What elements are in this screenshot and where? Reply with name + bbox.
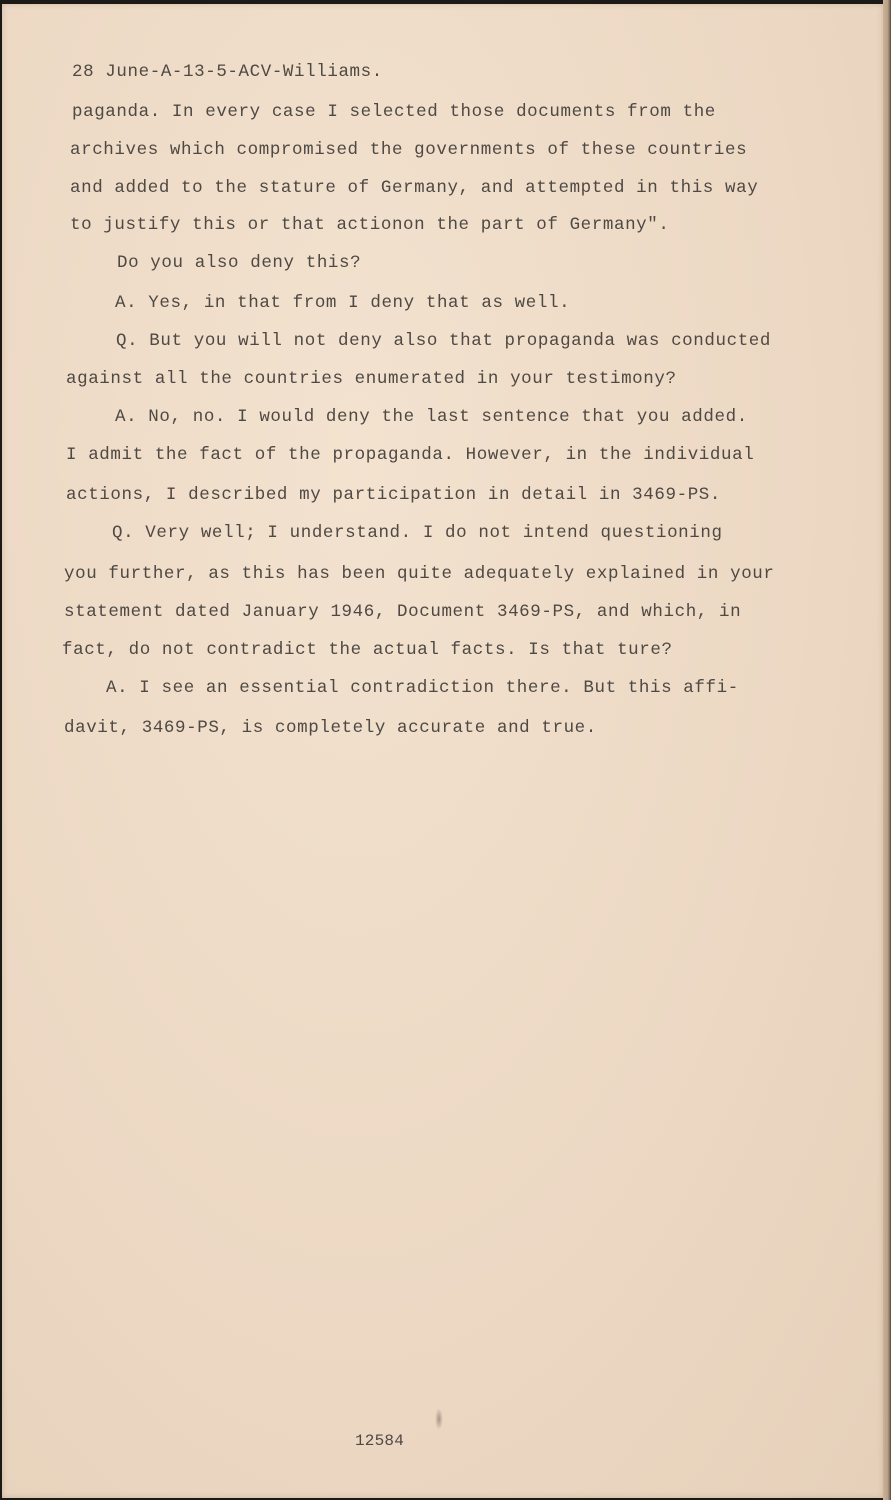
document-page — [2, 4, 883, 1498]
text-line-8: against all the countries enumerated in your testimony? — [66, 369, 677, 389]
text-line-14: statement dated January 1946, Document 3469-PS, and which, in — [64, 602, 742, 622]
text-line-15: fact, do not contradict the actual facts. Is that ture? — [62, 640, 673, 660]
text-line-11: actions, I described my participation in detail in 3469-PS. — [66, 485, 722, 505]
ink-smudge — [435, 1408, 443, 1430]
text-line-5: Do you also deny this? — [117, 253, 362, 273]
page-edge-shadow — [883, 0, 891, 1500]
text-line-3: and added to the stature of Germany, and attempted in this way — [70, 178, 759, 198]
text-line-2: archives which compromised the governments of these countries — [70, 140, 748, 160]
text-line-12: Q. Very well; I understand. I do not intend questioning — [112, 523, 723, 543]
text-line-9: A. No, no. I would deny the last sentence that you added. — [115, 407, 748, 427]
text-line-7: Q. But you will not deny also that propaganda was conducted — [116, 331, 772, 351]
text-line-4: to justify this or that actionon the part of Germany". — [70, 215, 670, 235]
text-line-16: A. I see an essential contradiction there. But this affi- — [106, 678, 739, 698]
text-line-6: A. Yes, in that from I deny that as well. — [115, 293, 571, 313]
text-line-17: davit, 3469-PS, is completely accurate and true. — [64, 718, 597, 738]
page-header: 28 June-A-13-5-ACV-Williams. — [72, 62, 383, 82]
text-line-10: I admit the fact of the propaganda. However, in the individual — [66, 445, 755, 465]
text-line-1: paganda. In every case I selected those documents from the — [72, 102, 716, 122]
text-line-13: you further, as this has been quite adequately explained in your — [64, 564, 775, 584]
page-number: 12584 — [355, 1432, 405, 1450]
